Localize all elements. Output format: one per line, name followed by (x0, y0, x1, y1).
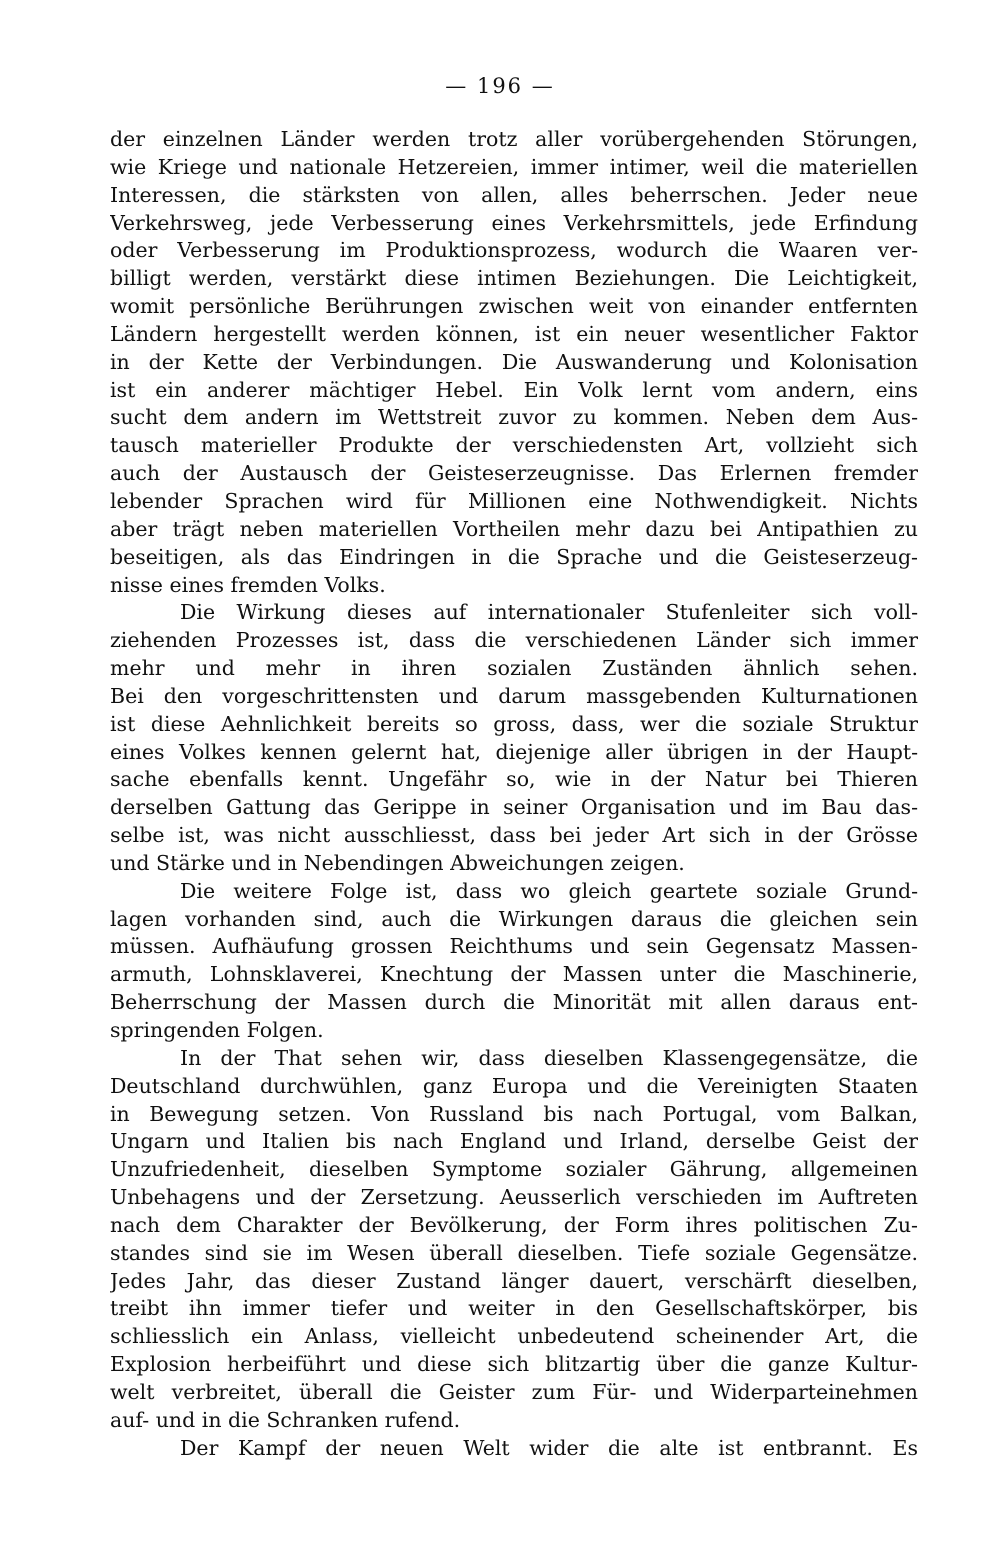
text-line: Jedes Jahr, das dieser Zustand länger dauert, verschärft dieselben, (110, 1268, 918, 1293)
text-line: Verkehrsweg, jede Verbesserung eines Verkehrsmittels, jede Erfindung (110, 210, 918, 235)
page-number: — 196 — (445, 74, 555, 98)
text-line: auf- und in die Schranken rufend. (110, 1407, 461, 1432)
text-line: Unzufriedenheit, dieselben Symptome sozialer Gährung, allgemeinen (110, 1157, 918, 1182)
text-line: billigt werden, verstärkt diese intimen Beziehungen. Die Leichtigkeit, (110, 266, 918, 291)
text-line: Bei den vorgeschrittensten und darum massgebenden Kulturnationen (110, 683, 918, 708)
text-line: aber trägt neben materiellen Vortheilen mehr dazu bei Antipathien zu (110, 516, 918, 541)
text-line: standes sind sie im Wesen überall dieselben. Tiefe soziale Gegensätze. (110, 1240, 918, 1265)
text-line: wie Kriege und nationale Hetzereien, immer intimer, weil die materiellen (110, 154, 918, 179)
text-line: nisse eines fremden Volks. (110, 572, 386, 597)
text-line: Die Wirkung dieses auf internationaler Stufenleiter sich voll- (180, 600, 918, 625)
text-line: müssen. Aufhäufung grossen Reichthums und sein Gegensatz Massen- (110, 934, 918, 959)
text-line: Interessen, die stärksten von allen, alles beherrschen. Jeder neue (110, 182, 918, 207)
text-line: auch der Austausch der Geisteserzeugnisse. Das Erlernen fremder (110, 461, 918, 486)
text-line: der einzelnen Länder werden trotz aller vorübergehenden Störungen, (110, 127, 918, 151)
text-line: selbe ist, was nicht ausschliesst, dass bei jeder Art sich in der Grösse (110, 823, 918, 848)
text-line: tausch materieller Produkte der verschiedensten Art, vollzieht sich (110, 433, 918, 458)
text-line: und Stärke und in Nebendingen Abweichungen zeigen. (110, 850, 685, 875)
text-line: welt verbreitet, überall die Geister zum Für- und Widerparteinehmen (110, 1379, 918, 1404)
text-line: Deutschland durchwühlen, ganz Europa und die Vereinigten Staaten (110, 1073, 918, 1098)
text-line: eines Volkes kennen gelernt hat, diejenige aller übrigen in der Haupt- (110, 739, 918, 764)
text-line: Ländern hergestellt werden können, ist ein neuer wesentlicher Faktor (110, 321, 918, 346)
text-line: armuth, Lohnsklaverei, Knechtung der Massen unter die Maschinerie, (110, 962, 918, 987)
text-line: schliesslich ein Anlass, vielleicht unbedeutend scheinender Art, die (110, 1324, 918, 1349)
text-line: In der That sehen wir, dass dieselben Klassengegensätze, die (180, 1045, 918, 1070)
text-line: Ungarn und Italien bis nach England und Irland, derselbe Geist der (110, 1129, 918, 1154)
text-line: ziehenden Prozesses ist, dass die verschiedenen Länder sich immer (110, 628, 918, 653)
text-line: Der Kampf der neuen Welt wider die alte ist entbrannt. Es (180, 1435, 918, 1460)
text-line: sucht dem andern im Wettstreit zuvor zu kommen. Neben dem Aus- (110, 405, 918, 430)
text-line: nach dem Charakter der Bevölkerung, der Form ihres politischen Zu- (110, 1212, 918, 1237)
text-line: oder Verbesserung im Produktionsprozess, wodurch die Waaren ver- (110, 238, 918, 263)
text-line: mehr und mehr in ihren sozialen Zuständen ähnlich sehen. (110, 656, 918, 681)
text-line: Unbehagens und der Zersetzung. Aeusserlich verschieden im Auftreten (110, 1185, 918, 1210)
text-line: ist ein anderer mächtiger Hebel. Ein Volk lernt vom andern, eins (110, 377, 918, 402)
text-line: derselben Gattung das Gerippe in seiner Organisation und im Bau das- (110, 795, 918, 820)
body-text (110, 126, 918, 1463)
text-line: lagen vorhanden sind, auch die Wirkungen daraus die gleichen sein (110, 906, 918, 931)
text-line: in Bewegung setzen. Von Russland bis nach Portugal, vom Balkan, (110, 1101, 918, 1126)
text-line: springenden Folgen. (110, 1018, 324, 1042)
text-line: Explosion herbeiführt und diese sich blitzartig über die ganze Kultur- (110, 1352, 918, 1377)
text-line: beseitigen, als das Eindringen in die Sprache und die Geisteserzeug- (110, 544, 918, 569)
text-line: womit persönliche Berührungen zwischen weit von einander entfernten (110, 294, 918, 319)
text-line: Beherrschung der Massen durch die Minorität mit allen daraus ent- (110, 990, 918, 1015)
text-line: sache ebenfalls kennt. Ungefähr so, wie in der Natur bei Thieren (110, 767, 918, 792)
text-line: Die weitere Folge ist, dass wo gleich geartete soziale Grund- (180, 878, 918, 903)
text-line: treibt ihn immer tiefer und weiter in den Gesellschaftskörper, bis (110, 1296, 918, 1321)
text-line: lebender Sprachen wird für Millionen eine Nothwendigkeit. Nichts (110, 488, 918, 513)
text-line: in der Kette der Verbindungen. Die Auswanderung und Kolonisation (110, 349, 918, 374)
text-line: ist diese Aehnlichkeit bereits so gross, dass, wer die soziale Struktur (110, 711, 918, 736)
